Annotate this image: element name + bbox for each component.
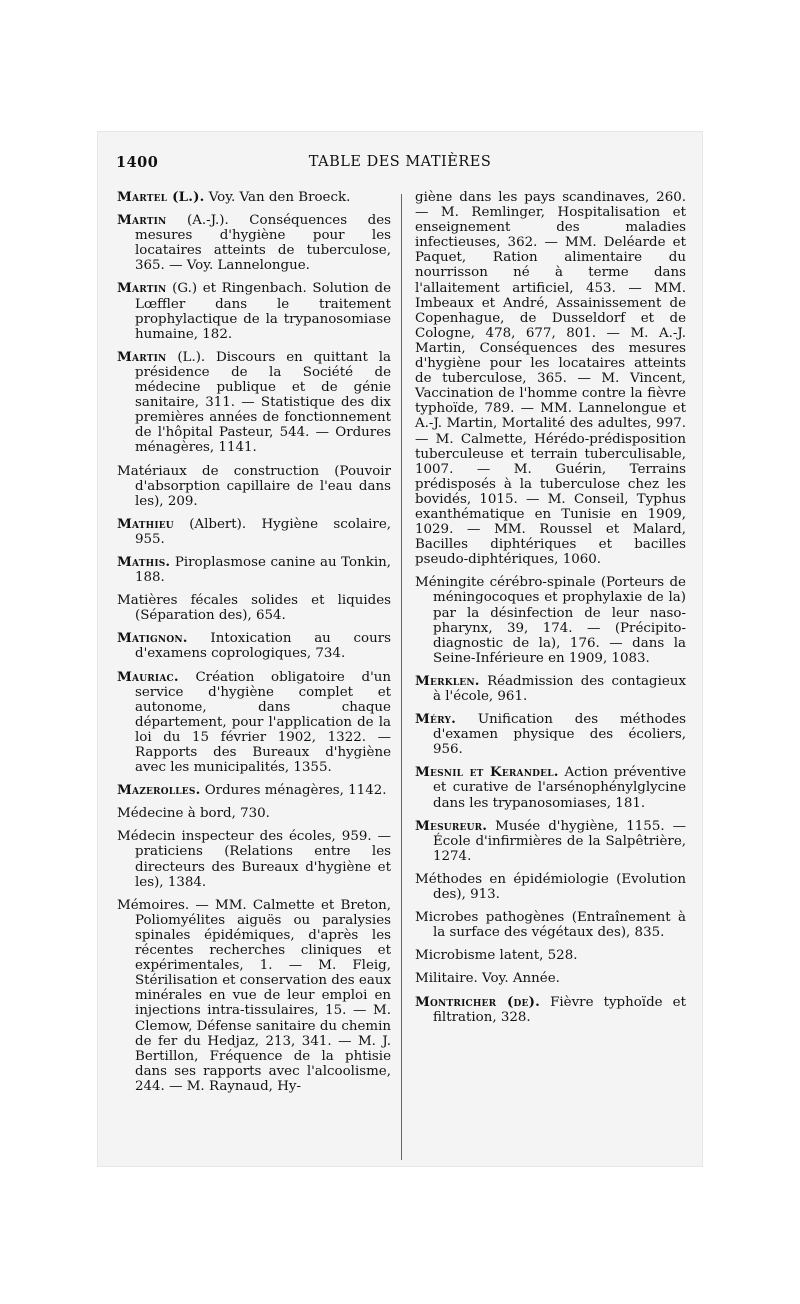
page-number: 1400 xyxy=(116,154,159,171)
index-entry xyxy=(117,555,391,585)
entry-text: (A.-J.). Conséquences des mesures d'hygiène pour les locataires atteints de tuberculose, 365. — Voy. Lannelongue. xyxy=(135,213,391,274)
entry-author: Martin xyxy=(117,212,167,229)
entry-text: Méthodes en épidémiologie (Evolution des), 913. xyxy=(415,871,686,903)
entry-author: Merklen. xyxy=(415,672,480,689)
entry-author: Mazerolles. xyxy=(117,782,201,799)
book-page xyxy=(97,131,703,1167)
entry-author: Montricher (de). xyxy=(415,993,540,1010)
entry-text: giène dans les pays scandinaves, 260. — M. Remlinger, Hospitalisation et enseignement des maladies infectieuses, 362. — MM. Deléarde et Paquet, Ration alimentaire du nourrisson né à terme dans l'allaitement artificiel, 453. — MM. Imbeaux et André, Assainissement de Copenhague, de Dusseldorf et de Cologne, 478, 677, 801. — M. A.-J. Martin, Conséquences des mesures d'hygiène pour les locataires atteints de tuberculose, 365. — M. Vincent, Vaccination de l'homme contre la fièvre typhoïde, 789. — MM. Lannelongue et A.-J. Martin, Mortalité des adultes, 997. — M. Calmette, Hérédo-prédisposition tuberculeuse et terrain tuberculisable, 1007. — M. Guérin, Terrains prédisposés à la tuberculose chez les bovidés, 1015. — M. Conseil, Typhus exanthématique en Tunisie en 1909, 1029. — MM. Roussel et Malard, Bacilles diphtériques et bacilles pseudo-diphtériques, 1060. xyxy=(415,190,686,568)
entry-author: Mathieu xyxy=(117,515,174,532)
entry-text: Action préventive et curative de l'arsénophénylglycine dans les trypanosomiases, 181. xyxy=(433,765,686,811)
entry-text: Médecine à bord, 730. xyxy=(117,806,270,822)
index-entry xyxy=(117,670,391,776)
entry-text: Mémoires. — MM. Calmette et Breton, Poliomyélites aiguës ou paralysies spinales épidémiques, d'après les récentes recherches cliniques et expérimentales, 1. — M. Fleig, Stérilisation et conservation des eaux minérales en vue de leur emploi en injections intra-tissulaires, 15. — M. Clemow, Défense sanitaire du chemin de fer du Hedjaz, 213, 341. — M. J. Bertillon, Fréquence de la phtisie dans ses rapports avec l'alcoolisme, 244. — M. Raynaud, Hy- xyxy=(117,897,391,1094)
index-entry xyxy=(117,517,391,547)
entry-text: (L.). Discours en quittant la présidence de la Société de médecine publique et de génie sanitaire, 311. — Statistique des dix premières années de fonctionnement de l'hôpital Pasteur, 544. — Ordures ménagères, 1141. xyxy=(135,349,391,456)
index-entry xyxy=(415,971,686,986)
index-entry xyxy=(117,898,391,1094)
index-entry xyxy=(117,281,391,341)
entry-text: Voy. Van den Broeck. xyxy=(204,190,351,205)
index-entry xyxy=(415,819,686,864)
index-entry xyxy=(117,464,391,509)
index-entry xyxy=(117,783,391,798)
entry-text: Création obligatoire d'un service d'hygiène complet et autonome, dans chaque département, pour l'application de la loi du 15 février 1902, 1322. — Rapports des Bureaux d'hygiène avec les municipalités, 1355. xyxy=(135,669,391,776)
index-column-left xyxy=(117,190,391,1102)
index-entry xyxy=(415,765,686,810)
entry-author: Martel (L.). xyxy=(117,189,205,205)
entry-text: Ordures ménagères, 1142. xyxy=(200,783,387,799)
entry-text: (G.) et Ringenbach. Solution de Lœffler dans le traitement prophylactique de la trypanosomiase humaine, 182. xyxy=(135,281,391,342)
index-entry xyxy=(117,350,391,456)
entry-author: Mesnil et Kerandel. xyxy=(415,764,559,781)
entry-author: Mauriac. xyxy=(117,668,179,685)
index-entry xyxy=(415,712,686,757)
entry-text: (Albert). Hygiène scolaire, 955. xyxy=(135,516,391,547)
index-entry xyxy=(415,674,686,704)
entry-text: Matériaux de construction (Pouvoir d'absorption capillaire de l'eau dans les), 209. xyxy=(117,463,391,509)
index-entry xyxy=(415,995,686,1025)
index-entry xyxy=(415,872,686,902)
entry-text: Unification des méthodes d'examen physique des écoliers, 956. xyxy=(433,712,686,758)
index-entry xyxy=(117,829,391,889)
index-entry xyxy=(117,593,391,623)
entry-author: Mesureur. xyxy=(415,817,488,834)
entry-text: Microbisme latent, 528. xyxy=(415,948,578,964)
index-entry xyxy=(117,631,391,661)
page-header xyxy=(98,154,702,176)
entry-text: Intoxication au cours d'examens coprologiques, 734. xyxy=(135,631,391,662)
entry-text: Matières fécales solides et liquides (Séparation des), 654. xyxy=(117,593,391,624)
index-column-right xyxy=(415,190,686,1033)
entry-author: Matignon. xyxy=(117,630,188,647)
entry-text: Militaire. Voy. Année. xyxy=(415,971,560,987)
index-entry xyxy=(117,213,391,273)
entry-text: Microbes pathogènes (Entraînement à la surface des végétaux des), 835. xyxy=(415,910,686,941)
index-entry xyxy=(117,190,391,205)
entry-author: Martin xyxy=(117,348,167,365)
entry-text: Méningite cérébro-spinale (Porteurs de méningocoques et prophylaxie de la) par la désinfection de leur naso-pharynx, 39, 174. — (Précipito-diagnostic de la), 176. — dans la Seine-Inférieure en 1909, 1083. xyxy=(415,575,686,666)
entry-author: Martin xyxy=(117,280,167,297)
entry-text: Fièvre typhoïde et filtration, 328. xyxy=(433,994,686,1025)
entry-text: Réadmission des contagieux à l'école, 961. xyxy=(433,673,686,704)
index-entry xyxy=(415,575,686,666)
index-entry xyxy=(117,806,391,821)
index-entry xyxy=(415,948,686,963)
index-entry xyxy=(415,190,686,567)
entry-author: Méry. xyxy=(415,711,456,728)
entry-text: Piroplasmose canine au Tonkin, 188. xyxy=(135,554,391,586)
entry-text: Médecin inspecteur des écoles, 959. — praticiens (Relations entre les directeurs des Bureaux d'hygiène et les), 1384. xyxy=(117,829,391,890)
index-entry xyxy=(415,910,686,940)
entry-text: Musée d'hygiène, 1155. — École d'infirmières de la Salpêtrière, 1274. xyxy=(433,818,686,864)
entry-author: Mathis. xyxy=(117,553,171,570)
column-divider xyxy=(401,194,402,1160)
running-title: TABLE DES MATIÈRES xyxy=(308,154,492,170)
